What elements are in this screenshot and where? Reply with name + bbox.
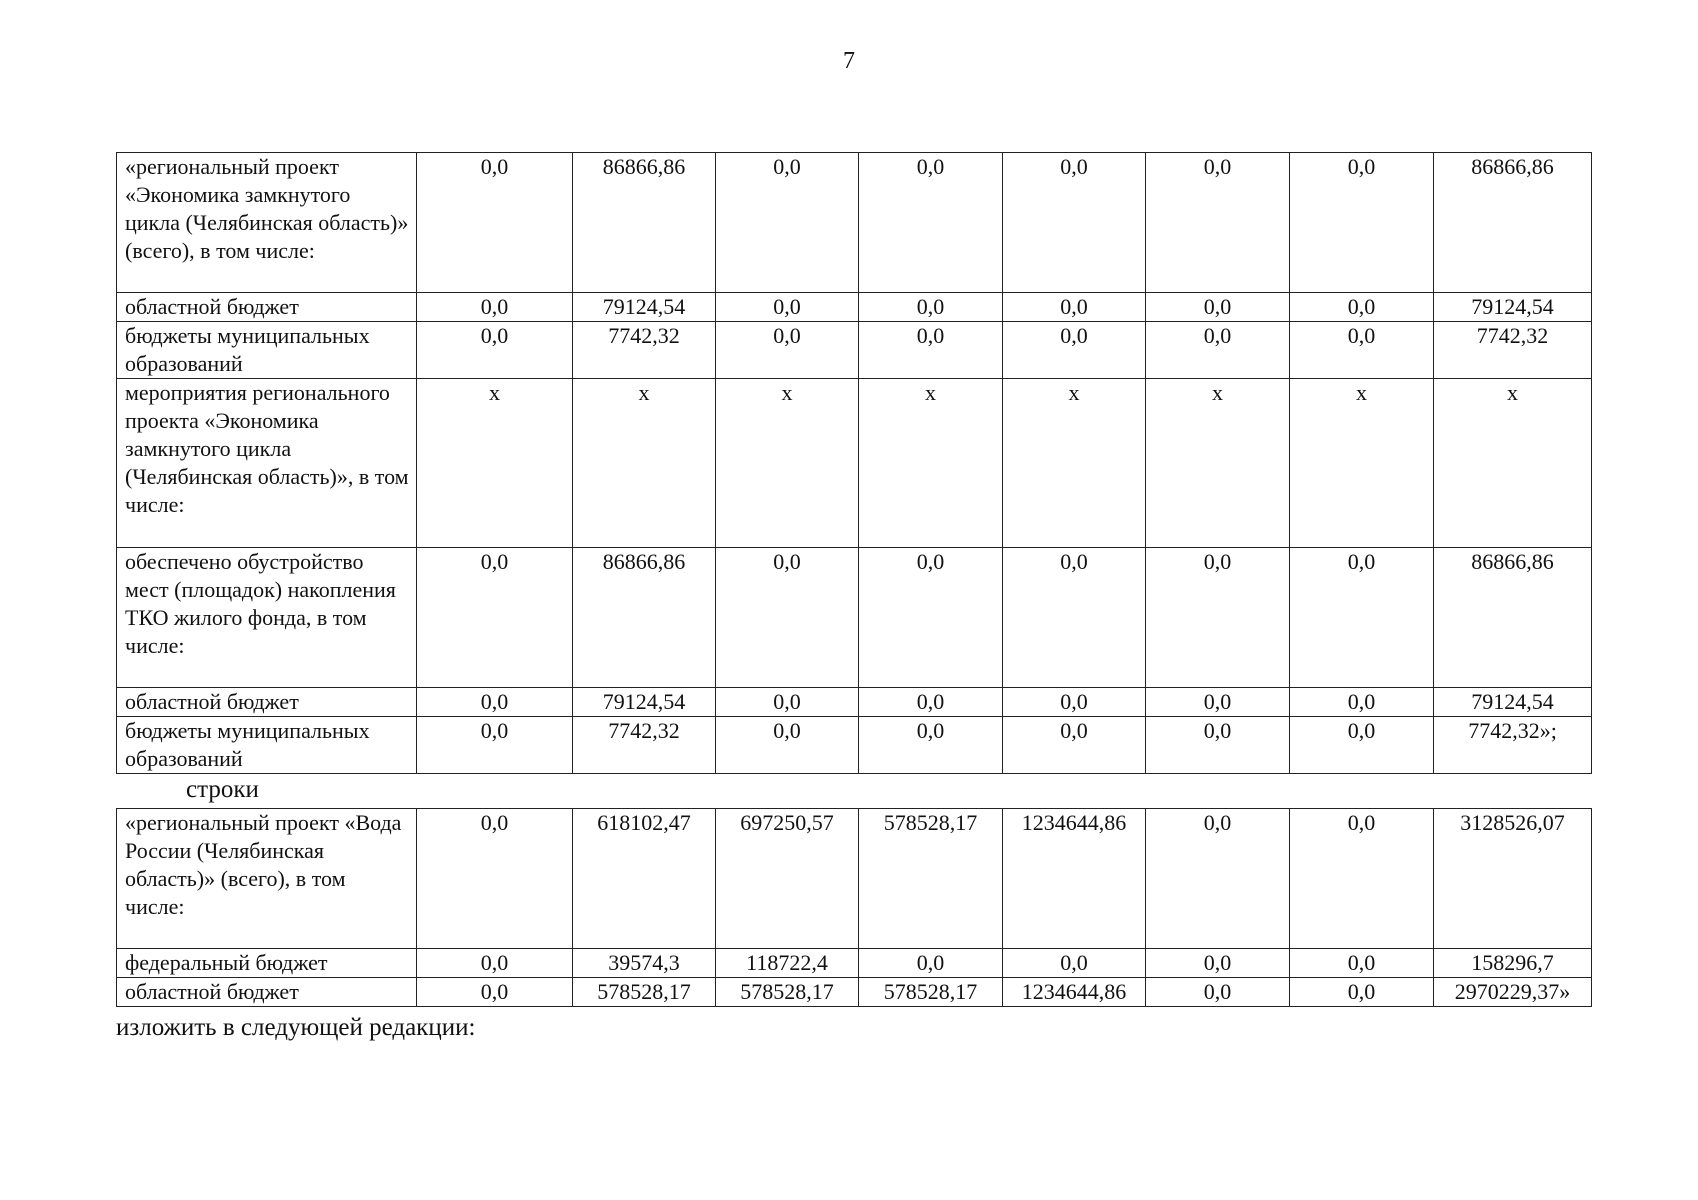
cell-value: 0,0	[859, 548, 1003, 688]
table-row	[117, 717, 1592, 774]
row-label: федеральный бюджет	[117, 949, 417, 978]
cell-value: 0,0	[859, 688, 1003, 717]
cell-value: 0,0	[1290, 978, 1434, 1007]
cell-value: 86866,86	[573, 548, 716, 688]
cell-value: 0,0	[417, 548, 573, 688]
cell-value: 0,0	[1146, 688, 1290, 717]
cell-value: 0,0	[417, 949, 573, 978]
cell-value: 0,0	[716, 153, 859, 293]
cell-value: 0,0	[1290, 293, 1434, 322]
cell-value: 0,0	[1146, 717, 1290, 774]
cell-value: 0,0	[1146, 949, 1290, 978]
cell-value: 86866,86	[1434, 548, 1592, 688]
cell-value: 0,0	[1003, 949, 1146, 978]
cell-value: 0,0	[859, 153, 1003, 293]
cell-value: 0,0	[1146, 322, 1290, 379]
table-row	[117, 153, 1592, 293]
cell-value: 0,0	[1290, 153, 1434, 293]
cell-value: 0,0	[1003, 322, 1146, 379]
table-row	[117, 688, 1592, 717]
cell-value: 0,0	[859, 717, 1003, 774]
cell-value: 0,0	[1290, 809, 1434, 949]
cell-value: 0,0	[1290, 717, 1434, 774]
cell-value: 0,0	[1003, 688, 1146, 717]
cell-value: 2970229,37»	[1434, 978, 1592, 1007]
budget-table-water	[116, 808, 1592, 1007]
cell-value: 7742,32	[1434, 322, 1592, 379]
cell-value: 7742,32	[573, 322, 716, 379]
cell-value: 1234644,86	[1003, 809, 1146, 949]
cell-value: 0,0	[716, 688, 859, 717]
cell-value: 0,0	[859, 949, 1003, 978]
cell-value: x	[859, 379, 1003, 548]
cell-value: 0,0	[1146, 978, 1290, 1007]
cell-value: 86866,86	[1434, 153, 1592, 293]
cell-value: x	[417, 379, 573, 548]
cell-value: x	[1290, 379, 1434, 548]
row-label: бюджеты муниципальных образований	[117, 717, 417, 774]
cell-value: 7742,32»;	[1434, 717, 1592, 774]
table-row	[117, 293, 1592, 322]
row-label: обеспечено обустройство мест (площадок) накопления ТКО жилого фонда, в том числе:	[117, 548, 417, 688]
cell-value: 79124,54	[1434, 293, 1592, 322]
cell-value: 79124,54	[1434, 688, 1592, 717]
cell-value: 0,0	[1146, 548, 1290, 688]
cell-value: 0,0	[716, 293, 859, 322]
cell-value: 0,0	[417, 688, 573, 717]
cell-value: 39574,3	[573, 949, 716, 978]
cell-value: 0,0	[1003, 153, 1146, 293]
row-label: мероприятия регионального проекта «Экономика замкнутого цикла (Челябинская область)», в том числе:	[117, 379, 417, 548]
cell-value: 86866,86	[573, 153, 716, 293]
cell-value: 697250,57	[716, 809, 859, 949]
cell-value: 0,0	[1290, 949, 1434, 978]
cell-value: 0,0	[1003, 548, 1146, 688]
cell-value: 0,0	[1146, 293, 1290, 322]
cell-value: 7742,32	[573, 717, 716, 774]
cell-value: x	[573, 379, 716, 548]
cell-value: 0,0	[417, 153, 573, 293]
table-row	[117, 809, 1592, 949]
cell-value: 1234644,86	[1003, 978, 1146, 1007]
budget-table-economy	[116, 152, 1592, 774]
cell-value: 158296,7	[1434, 949, 1592, 978]
cell-value: 0,0	[859, 322, 1003, 379]
cell-value: 79124,54	[573, 293, 716, 322]
cell-value: 3128526,07	[1434, 809, 1592, 949]
cell-value: 0,0	[1146, 809, 1290, 949]
cell-value: 0,0	[716, 717, 859, 774]
cell-value: 618102,47	[573, 809, 716, 949]
cell-value: 0,0	[417, 978, 573, 1007]
cell-value: 578528,17	[573, 978, 716, 1007]
cell-value: 0,0	[417, 717, 573, 774]
row-label: областной бюджет	[117, 293, 417, 322]
cell-value: x	[1146, 379, 1290, 548]
row-label: областной бюджет	[117, 978, 417, 1007]
cell-value: 0,0	[859, 293, 1003, 322]
cell-value: 578528,17	[859, 978, 1003, 1007]
cell-value: x	[1003, 379, 1146, 548]
cell-value: 79124,54	[573, 688, 716, 717]
cell-value: 0,0	[1003, 293, 1146, 322]
row-label: бюджеты муниципальных образований	[117, 322, 417, 379]
cell-value: 0,0	[716, 548, 859, 688]
table-row	[117, 949, 1592, 978]
cell-value: 0,0	[1146, 153, 1290, 293]
row-label: областной бюджет	[117, 688, 417, 717]
table-row	[117, 322, 1592, 379]
table-row	[117, 379, 1592, 548]
cell-value: 0,0	[1290, 688, 1434, 717]
cell-value: 118722,4	[716, 949, 859, 978]
cell-value: 0,0	[417, 293, 573, 322]
cell-value: 0,0	[417, 322, 573, 379]
cell-value: 0,0	[1003, 717, 1146, 774]
page-number: 7	[843, 48, 855, 74]
cell-value: 578528,17	[859, 809, 1003, 949]
cell-value: x	[716, 379, 859, 548]
table-row	[117, 548, 1592, 688]
between-tables-text: строки	[186, 776, 259, 803]
cell-value: 578528,17	[716, 978, 859, 1007]
table-row	[117, 978, 1592, 1007]
cell-value: 0,0	[1290, 548, 1434, 688]
cell-value: 0,0	[1290, 322, 1434, 379]
row-label: «региональный проект «Вода России (Челябинская область)» (всего), в том числе:	[117, 809, 417, 949]
row-label: «региональный проект «Экономика замкнутого цикла (Челябинская область)» (всего), в том числе:	[117, 153, 417, 293]
cell-value: 0,0	[417, 809, 573, 949]
cell-value: 0,0	[716, 322, 859, 379]
cell-value: x	[1434, 379, 1592, 548]
closing-text: изложить в следующей редакции:	[116, 1014, 476, 1041]
